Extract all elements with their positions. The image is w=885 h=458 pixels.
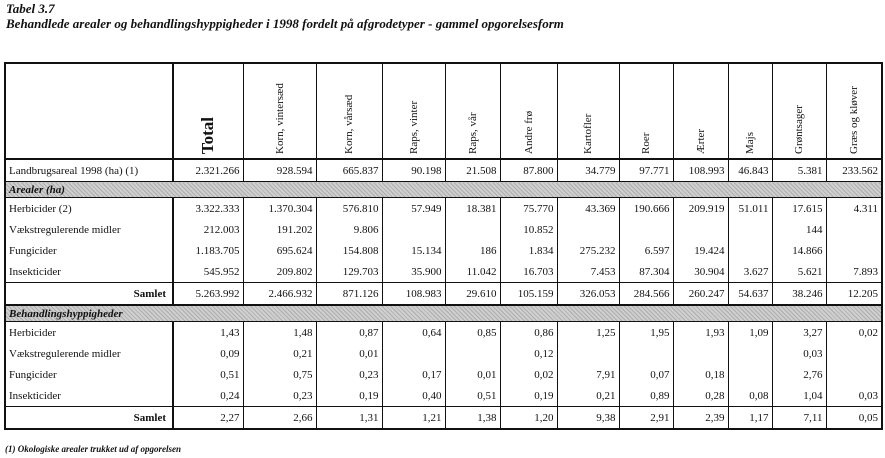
cell-raps-var: 29.610 [445, 283, 500, 306]
cell-roer [619, 219, 673, 240]
table-title: Tabel 3.7 [6, 1, 55, 16]
column-header-wrap [677, 64, 725, 158]
cell-andre-fro: 0,12 [500, 343, 557, 364]
row-label: Vækstregulerende midler [9, 223, 121, 236]
cell-raps-var: 11.042 [445, 261, 500, 283]
table-row [5, 364, 882, 385]
cell-korn-vintersaed: 0,75 [243, 364, 316, 385]
table-row [5, 219, 882, 240]
column-header-label: Raps, vinter [407, 100, 420, 154]
column-header-label: Ærter [694, 128, 707, 154]
cell-raps-vinter: 0,40 [382, 385, 445, 407]
cell-korn-vintersaed: 191.202 [243, 219, 316, 240]
cell-majs: 0,08 [728, 385, 772, 407]
cell-grontsager: 17.615 [772, 198, 826, 220]
cell-korn-varsaed: 154.808 [316, 240, 382, 261]
cell-raps-vinter: 0,64 [382, 322, 445, 344]
cell-raps-vinter: 15.134 [382, 240, 445, 261]
cell-kartofler: 1,25 [557, 322, 619, 344]
cell-total: 0,09 [173, 343, 243, 364]
cell-kartofler: 9,38 [557, 407, 619, 430]
row-label: Fungicider [9, 244, 57, 257]
cell-grontsager: 5.621 [772, 261, 826, 283]
column-header-wrap [504, 64, 554, 158]
cell-grontsager: 144 [772, 219, 826, 240]
cell-total: 0,24 [173, 385, 243, 407]
cell-andre-fro: 0,02 [500, 364, 557, 385]
total-row [5, 283, 882, 306]
cell-roer: 284.566 [619, 283, 673, 306]
cell-graes-og-klover: 233.562 [826, 159, 882, 182]
column-header-label: Græs og kløver [847, 86, 860, 154]
cell-grontsager: 2,76 [772, 364, 826, 385]
cell-roer: 97.771 [619, 159, 673, 182]
section-header-arealer-ha [5, 182, 882, 198]
column-header-wrap [449, 64, 497, 158]
section-heading: Arealer (ha) [5, 182, 882, 198]
table-row [5, 240, 882, 261]
cell-aerter: 0,28 [673, 385, 728, 407]
cell-raps-vinter: 1,21 [382, 407, 445, 430]
cell-majs: 46.843 [728, 159, 772, 182]
cell-kartofler: 34.779 [557, 159, 619, 182]
column-header-graes-og-klover [826, 63, 882, 159]
cell-graes-og-klover [826, 364, 882, 385]
cell-korn-vintersaed: 2.466.932 [243, 283, 316, 306]
section-heading: Behandlingshyppigheder [5, 305, 882, 322]
cell-raps-vinter: 57.949 [382, 198, 445, 220]
cell-andre-fro: 16.703 [500, 261, 557, 283]
cell-korn-varsaed: 0,01 [316, 343, 382, 364]
cell-raps-var: 0,01 [445, 364, 500, 385]
data-table [4, 62, 883, 430]
cell-andre-fro: 10.852 [500, 219, 557, 240]
title-block [6, 1, 564, 31]
row-label: Samlet [5, 407, 173, 430]
cell-roer: 6.597 [619, 240, 673, 261]
cell-total: 545.952 [173, 261, 243, 283]
cell-korn-varsaed: 0,23 [316, 364, 382, 385]
cell-korn-vintersaed: 1.370.304 [243, 198, 316, 220]
cell-aerter [673, 343, 728, 364]
cell-kartofler: 0,21 [557, 385, 619, 407]
column-header-wrap [247, 64, 313, 158]
cell-roer: 2,91 [619, 407, 673, 430]
cell-aerter: 1,93 [673, 322, 728, 344]
cell-roer: 0,89 [619, 385, 673, 407]
cell-roer: 87.304 [619, 261, 673, 283]
column-header-wrap [177, 64, 240, 158]
cell-aerter: 2,39 [673, 407, 728, 430]
cell-graes-og-klover: 0,02 [826, 322, 882, 344]
column-header-total [173, 63, 243, 159]
column-header-label: Korn, vårsæd [343, 94, 355, 154]
cell-aerter: 30.904 [673, 261, 728, 283]
column-header-korn-varsaed [316, 63, 382, 159]
column-header-andre-fro [500, 63, 557, 159]
cell-raps-var [445, 219, 500, 240]
cell-grontsager: 0,03 [772, 343, 826, 364]
cell-roer: 190.666 [619, 198, 673, 220]
column-header-kartofler [557, 63, 619, 159]
table-row [5, 261, 882, 283]
cell-kartofler [557, 219, 619, 240]
cell-raps-vinter: 0,17 [382, 364, 445, 385]
column-header-label: Korn, vintersæd [273, 83, 286, 154]
column-header-label: Roer [640, 132, 652, 154]
cell-korn-varsaed: 9.806 [316, 219, 382, 240]
cell-andre-fro: 0,86 [500, 322, 557, 344]
column-header-aerter [673, 63, 728, 159]
column-header-wrap [561, 64, 616, 158]
cell-majs: 54.637 [728, 283, 772, 306]
cell-aerter: 108.993 [673, 159, 728, 182]
cell-korn-vintersaed: 2,66 [243, 407, 316, 430]
cell-aerter [673, 219, 728, 240]
cell-aerter: 0,18 [673, 364, 728, 385]
cell-total: 1,43 [173, 322, 243, 344]
row-label: Herbicider (2) [9, 202, 72, 215]
cell-graes-og-klover [826, 219, 882, 240]
row-label: Insekticider [9, 389, 61, 402]
cell-andre-fro: 1.834 [500, 240, 557, 261]
cell-korn-vintersaed: 695.624 [243, 240, 316, 261]
cell-kartofler: 43.369 [557, 198, 619, 220]
cell-graes-og-klover: 7.893 [826, 261, 882, 283]
cell-korn-vintersaed: 209.802 [243, 261, 316, 283]
cell-raps-var: 18.381 [445, 198, 500, 220]
cell-korn-vintersaed: 0,23 [243, 385, 316, 407]
cell-graes-og-klover: 0,03 [826, 385, 882, 407]
cell-raps-vinter: 35.900 [382, 261, 445, 283]
cell-raps-vinter: 108.983 [382, 283, 445, 306]
cell-raps-var: 186 [445, 240, 500, 261]
cell-raps-var [445, 343, 500, 364]
cell-aerter: 209.919 [673, 198, 728, 220]
land-area-row [5, 159, 882, 182]
cell-raps-vinter: 90.198 [382, 159, 445, 182]
column-header-wrap [732, 64, 769, 158]
column-header-wrap [776, 64, 823, 158]
row-label: Landbrugsareal 1998 (ha) (1) [5, 159, 173, 182]
table-row [5, 198, 882, 220]
footnote: (1) Okologiske arealer trukket ud af opgorelsen [5, 444, 181, 454]
column-header-raps-vinter [382, 63, 445, 159]
cell-korn-vintersaed: 928.594 [243, 159, 316, 182]
column-header-wrap [386, 64, 442, 158]
cell-grontsager: 1,04 [772, 385, 826, 407]
column-header-wrap [320, 64, 379, 158]
cell-roer: 0,07 [619, 364, 673, 385]
cell-andre-fro: 75.770 [500, 198, 557, 220]
cell-graes-og-klover: 12.205 [826, 283, 882, 306]
cell-majs: 1,17 [728, 407, 772, 430]
row-label: Samlet [5, 283, 173, 306]
cell-raps-vinter [382, 343, 445, 364]
column-header-wrap [623, 64, 670, 158]
cell-raps-var: 0,85 [445, 322, 500, 344]
cell-grontsager: 7,11 [772, 407, 826, 430]
cell-total: 1.183.705 [173, 240, 243, 261]
cell-grontsager: 3,27 [772, 322, 826, 344]
table-row [5, 322, 882, 344]
row-label: Fungicider [9, 368, 57, 381]
cell-graes-og-klover: 4.311 [826, 198, 882, 220]
column-header-majs [728, 63, 772, 159]
table-body [5, 159, 882, 429]
cell-korn-vintersaed: 0,21 [243, 343, 316, 364]
cell-raps-vinter [382, 219, 445, 240]
cell-kartofler: 7.453 [557, 261, 619, 283]
cell-roer: 1,95 [619, 322, 673, 344]
column-header-label: Raps, vår [466, 112, 479, 154]
cell-majs: 1,09 [728, 322, 772, 344]
cell-total: 2.321.266 [173, 159, 243, 182]
column-header-label: Kartofler [582, 113, 594, 154]
table-row [5, 385, 882, 407]
cell-aerter: 19.424 [673, 240, 728, 261]
cell-majs [728, 219, 772, 240]
cell-korn-varsaed: 871.126 [316, 283, 382, 306]
cell-kartofler: 326.053 [557, 283, 619, 306]
row-label: Vækstregulerende midler [9, 347, 121, 360]
total-row [5, 407, 882, 430]
cell-kartofler: 7,91 [557, 364, 619, 385]
column-header-label: Majs [744, 132, 756, 154]
cell-grontsager: 14.866 [772, 240, 826, 261]
cell-andre-fro: 87.800 [500, 159, 557, 182]
cell-aerter: 260.247 [673, 283, 728, 306]
table-subtitle: Behandlede arealer og behandlingshyppigheder i 1998 fordelt på afgrodetyper - gammel opgorelsesform [6, 16, 564, 31]
row-label: Insekticider [9, 265, 61, 278]
cell-graes-og-klover: 0,05 [826, 407, 882, 430]
column-header-label: Grøntsager [793, 105, 805, 154]
cell-total: 3.322.333 [173, 198, 243, 220]
table-row [5, 343, 882, 364]
header-blank-cell [5, 63, 173, 159]
column-header-label: Andre frø [522, 110, 535, 154]
cell-grontsager: 5.381 [772, 159, 826, 182]
cell-korn-varsaed: 129.703 [316, 261, 382, 283]
cell-kartofler: 275.232 [557, 240, 619, 261]
cell-korn-varsaed: 0,19 [316, 385, 382, 407]
cell-grontsager: 38.246 [772, 283, 826, 306]
cell-raps-var: 0,51 [445, 385, 500, 407]
cell-majs [728, 364, 772, 385]
column-header-roer [619, 63, 673, 159]
cell-raps-var: 1,38 [445, 407, 500, 430]
cell-andre-fro: 0,19 [500, 385, 557, 407]
cell-korn-varsaed: 665.837 [316, 159, 382, 182]
cell-majs: 3.627 [728, 261, 772, 283]
cell-andre-fro: 1,20 [500, 407, 557, 430]
cell-kartofler [557, 343, 619, 364]
column-header-wrap [830, 64, 879, 158]
cell-roer [619, 343, 673, 364]
section-header-behandlingshyppigheder [5, 305, 882, 322]
cell-majs: 51.011 [728, 198, 772, 220]
cell-korn-varsaed: 576.810 [316, 198, 382, 220]
cell-majs [728, 240, 772, 261]
row-label: Herbicider [9, 326, 57, 339]
cell-total: 212.003 [173, 219, 243, 240]
cell-korn-vintersaed: 1,48 [243, 322, 316, 344]
column-header-label: Total [198, 116, 218, 154]
cell-majs [728, 343, 772, 364]
cell-korn-varsaed: 0,87 [316, 322, 382, 344]
cell-graes-og-klover [826, 240, 882, 261]
cell-graes-og-klover [826, 343, 882, 364]
cell-andre-fro: 105.159 [500, 283, 557, 306]
cell-total: 2,27 [173, 407, 243, 430]
column-header-raps-var [445, 63, 500, 159]
header-row [5, 63, 882, 159]
column-header-grontsager [772, 63, 826, 159]
cell-korn-varsaed: 1,31 [316, 407, 382, 430]
column-header-korn-vintersaed [243, 63, 316, 159]
cell-total: 0,51 [173, 364, 243, 385]
cell-total: 5.263.992 [173, 283, 243, 306]
cell-raps-var: 21.508 [445, 159, 500, 182]
